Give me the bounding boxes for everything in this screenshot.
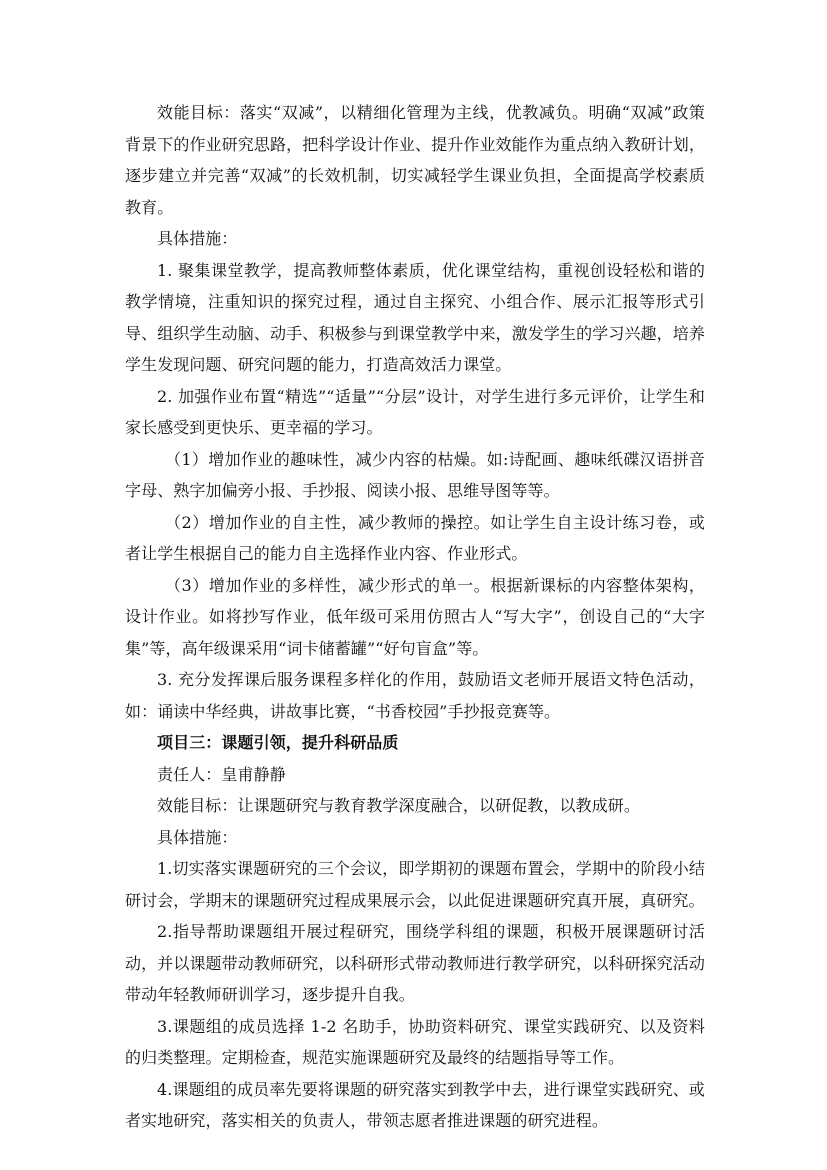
measures-heading: 具体措施： [157,229,238,248]
measure-2-paragraph: 2. 加强作业布置“精选”“适量”“分层”设计，对学生进行多元评价，让学生和家长感受到更快乐、更幸福的学习。 [125,386,705,437]
measure-3-paragraph: 3. 充分发挥课后服务课程多样化的作用，鼓励语文老师开展语文特色活动，如：诵读中华经典，讲故事比赛，“书香校园”手抄报竞赛等。 [125,670,705,721]
measure-2-sub-2: （2）增加作业的自主性，减少教师的操控。如让学生自主设计练习卷，或者让学生根据自己的能力自主选择作业内容、作业形式。 [125,512,705,563]
project-three-heading: 项目三：课题引领，提升科研品质 [157,733,399,752]
document-page [125,97,705,1137]
measure-2-sub-1: （1）增加作业的趣味性，减少内容的枯燥。如:诗配画、趣味纸碟汉语拼音字母、熟字加偏旁小报、手抄报、阅读小报、思维导图等等。 [125,449,705,500]
project-three-measure-1: 1.切实落实课题研究的三个会议，即学期初的课题布置会，学期中的阶段小结研讨会，学期末的课题研究过程成果展示会，以此促进课题研究真开展，真研究。 [125,859,705,910]
project-three-measure-4: 4.课题组的成员率先要将课题的研究落实到教学中去，进行课堂实践研究、或者实地研究，落实相关的负责人，带领志愿者推进课题的研究进程。 [125,1079,705,1130]
measure-2-sub-3: （3）增加作业的多样性，减少形式的单一。根据新课标的内容整体架构，设计作业。如将抄写作业，低年级可采用仿照古人“写大字”，创设自己的“大字集”等，高年级课采用“词卡储蓄罐”“好句盲盒”等。 [125,575,705,658]
project-three-measure-2: 2.指导帮助课题组开展过程研究，围绕学科组的课题，积极开展课题研讨活动，并以课题带动教师研究，以科研形式带动教师进行教学研究，以科研探究活动带动年轻教师研训学习，逐步提升自我。 [125,922,705,1004]
efficiency-goal-paragraph: 效能目标：落实“双减”，以精细化管理为主线，优教减负。明确“双减”政策背景下的作业研究思路，把科学设计作业、提升作业效能作为重点纳入教研计划，逐步建立并完善“双减”的长效机制，切实减轻学生课业负担，全面提高学校素质教育。 [125,103,705,217]
project-three-measure-3: 3.课题组的成员选择 1-2 名助手，协助资料研究、课堂实践研究、以及资料的归类整理。定期检查，规范实施课题研究及最终的结题指导等工作。 [125,1016,705,1067]
responsible-person: 责任人：皇甫静静 [157,764,286,784]
project-three-goal: 效能目标：让课题研究与教育教学深度融合，以研促教，以教成研。 [157,796,641,815]
measure-1-paragraph: 1. 聚集课堂教学，提高教师整体素质，优化课堂结构，重视创设轻松和谐的教学情境，注重知识的探究过程，通过自主探究、小组合作、展示汇报等形式引导、组织学生动脑、动手、积极参与到课堂教学中来，激发学生的学习兴趣，培养学生发现问题、研究问题的能力，打造高效活力课堂。 [125,260,705,374]
project-three-measures-heading: 具体措施： [157,827,238,847]
